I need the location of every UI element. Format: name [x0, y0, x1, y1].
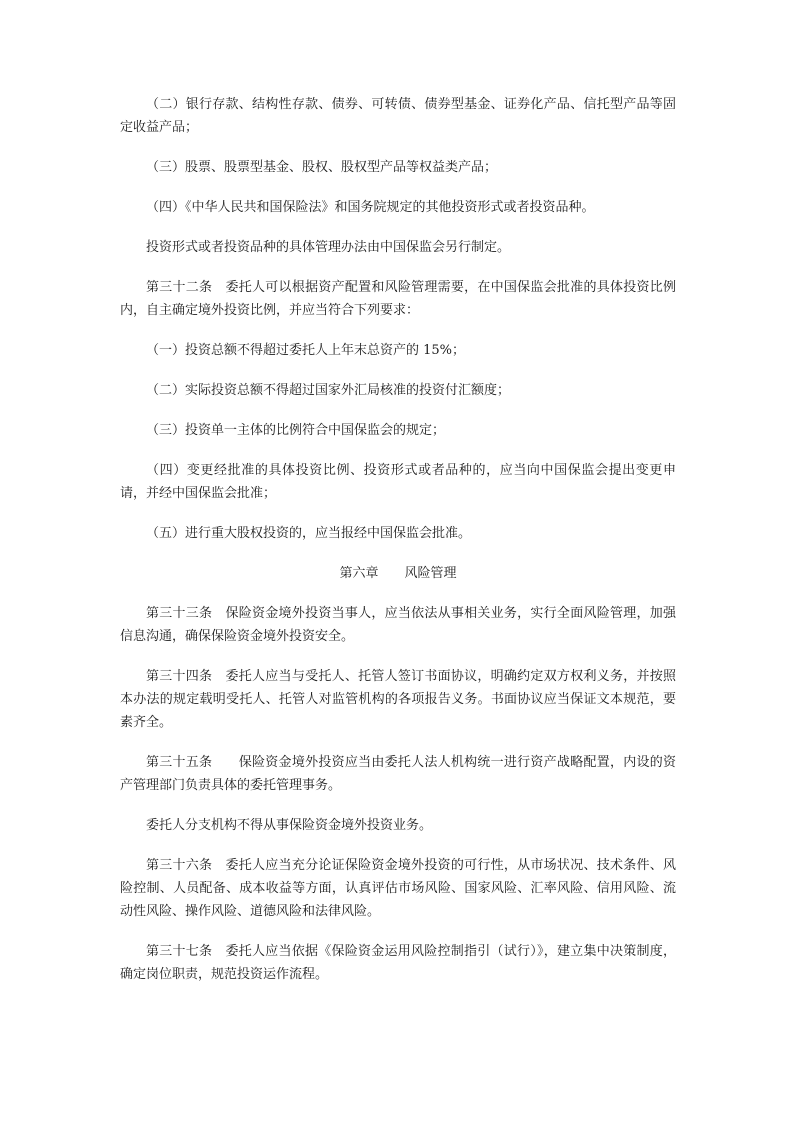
article-35: 第三十五条 保险资金境外投资应当由委托人法人机构统一进行资产战略配置，内设的资产管理部门负责具体的委托管理事务。	[120, 755, 676, 793]
paragraph-item-4: （四）《中华人民共和国保险法》和国务院规定的其他投资形式或者投资品种。	[146, 200, 595, 215]
paragraph-item-3: （三）股票、股票型基金、股权、股权型产品等权益类产品；	[146, 160, 498, 175]
chapter-heading: 第六章 风险管理	[339, 566, 457, 581]
paragraph-investment-rules: 投资形式或者投资品种的具体管理办法由中国保监会另行制定。	[146, 240, 511, 255]
article-32-item-2: （二）实际投资总额不得超过国家外汇局核准的投资付汇额度；	[146, 383, 511, 398]
article-32: 第三十二条 委托人可以根据资产配置和风险管理需要，在中国保监会批准的具体投资比例内，自主确定境外投资比例，并应当符合下列要求：	[120, 280, 676, 318]
article-32-item-3: （三）投资单一主体的比例符合中国保监会的规定；	[146, 423, 446, 438]
paragraph-item-2: （二）银行存款、结构性存款、债券、可转债、债券型基金、证券化产品、信托型产品等固定收益产品；	[120, 97, 676, 135]
article-32-item-1: （一）投资总额不得超过委托人上年末总资产的 15%；	[146, 343, 466, 358]
paragraph-branch-restriction: 委托人分支机构不得从事保险资金境外投资业务。	[146, 818, 433, 833]
document-page	[120, 93, 676, 986]
article-36: 第三十六条 委托人应当充分论证保险资金境外投资的可行性，从市场状况、技术条件、风险控制、人员配备、成本收益等方面，认真评估市场风险、国家风险、汇率风险、信用风险、流动性风险、操作风险、道德风险和法律风险。	[120, 858, 676, 919]
article-37: 第三十七条 委托人应当依据《保险资金运用风险控制指引（试行）》，建立集中决策制度，确定岗位职责，规范投资运作流程。	[120, 944, 676, 982]
article-32-item-5: （五）进行重大股权投资的，应当报经中国保监会批准。	[146, 526, 472, 541]
article-33: 第三十三条 保险资金境外投资当事人，应当依法从事相关业务，实行全面风险管理，加强信息沟通，确保保险资金境外投资安全。	[120, 606, 676, 644]
article-32-item-4: （四）变更经批准的具体投资比例、投资形式或者品种的，应当向中国保监会提出变更申请，并经中国保监会批准；	[120, 463, 676, 501]
article-34: 第三十四条 委托人应当与受托人、托管人签订书面协议，明确约定双方权利义务，并按照本办法的规定载明受托人、托管人对监管机构的各项报告义务。书面协议应当保证文本规范，要素齐全。	[120, 669, 676, 730]
